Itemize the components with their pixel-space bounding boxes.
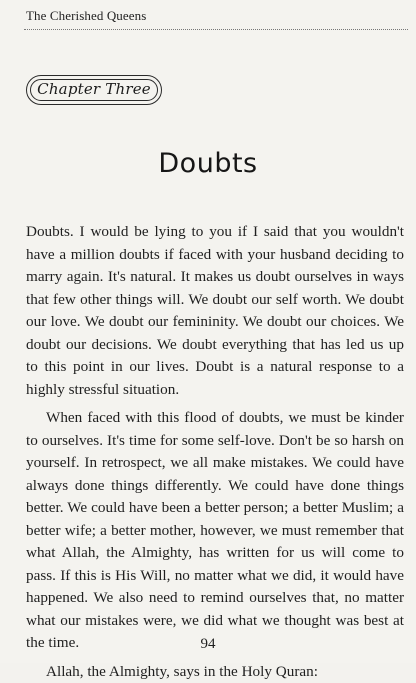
chapter-badge [26,75,162,105]
paragraph-3: Allah, the Almighty, says in the Holy Quran: [26,661,404,683]
paragraph-1: Doubts. I would be lying to you if I said that you wouldn't have a million doubts if faced with your husband deciding to marry again. It's natural. It makes us doubt ourselves in ways that few other things will. We doubt our self worth. We doubt our love. We doubt our femininity. We doubt our choices. We doubt our decisions. We doubt everything that has led us up to this point in our lives. Doubt is a natural response to a highly stressful situation. [26,221,404,401]
chapter-label: Chapter Three [27,80,161,98]
header-divider [24,29,408,30]
paragraph-2: When faced with this flood of doubts, we must be kinder to ourselves. It's time for some self-love. Don't be so harsh on yourself. In retrospect, we all make mistakes. We could have always done things differently. We could have done things better. We could have been a better person; a better Muslim; a better wife; a better mother, however, we must remember that what Allah, the Almighty, has written for us will come to pass. If this is His Will, no matter what we did, it would have happened. We also need to remind ourselves that, no matter what our mistakes were, we did what we thought was best at the time. [26,407,404,655]
chapter-title: Doubts [0,148,416,179]
body-text [26,221,404,683]
running-head: The Cherished Queens [26,8,146,24]
page-number: 94 [0,636,416,653]
